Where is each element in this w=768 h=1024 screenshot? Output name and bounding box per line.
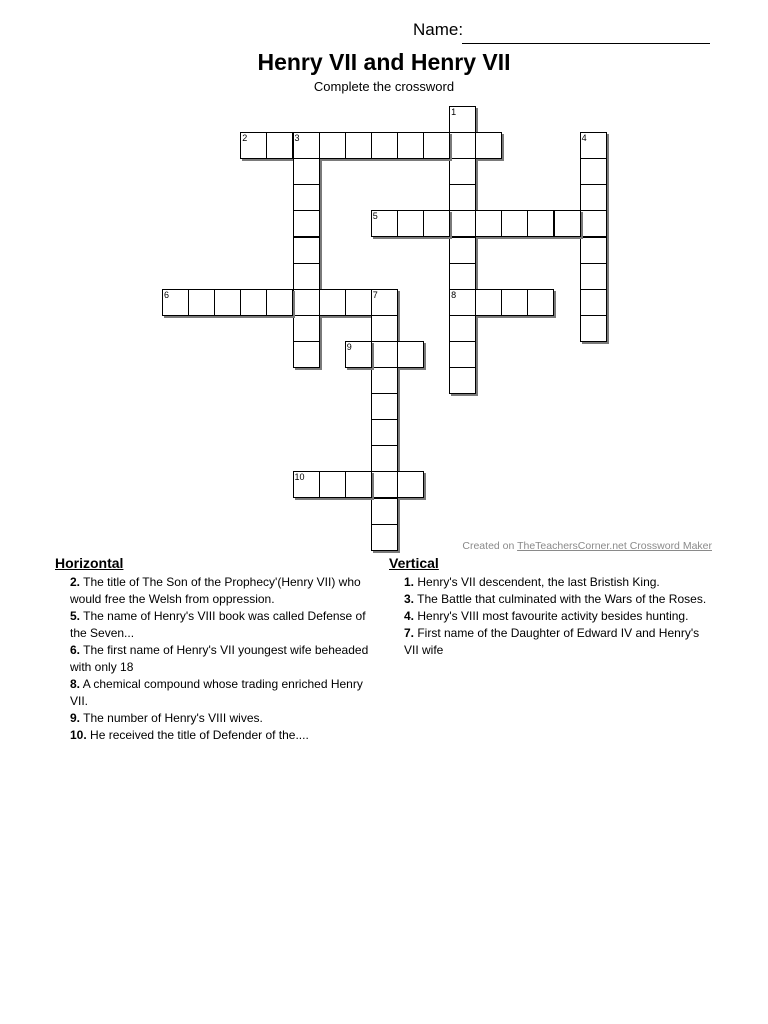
grid-cell[interactable] <box>475 210 502 237</box>
cell-number: 10 <box>294 472 305 483</box>
cell-number: 9 <box>346 341 352 352</box>
clue-number: 10. <box>70 728 87 742</box>
grid-cell[interactable] <box>319 289 346 316</box>
grid-cell[interactable] <box>580 263 607 290</box>
credit-line <box>462 540 712 552</box>
grid-cell[interactable] <box>580 210 607 237</box>
grid-cell[interactable] <box>371 315 398 342</box>
credit-prefix: Created on <box>462 540 518 552</box>
grid-cell[interactable] <box>293 237 320 264</box>
grid-cell[interactable] <box>319 132 346 159</box>
clue-text: A chemical compound whose trading enriched Henry VII. <box>70 677 363 708</box>
grid-cell[interactable] <box>475 289 502 316</box>
grid-cell[interactable] <box>449 263 476 290</box>
clue-number: 6. <box>70 643 81 657</box>
grid-cell[interactable] <box>501 289 528 316</box>
grid-cell[interactable] <box>371 445 398 472</box>
grid-cell[interactable] <box>293 341 320 368</box>
grid-cell[interactable] <box>319 471 346 498</box>
vertical-clues <box>389 555 709 659</box>
grid-cell[interactable] <box>293 471 320 498</box>
grid-cell[interactable] <box>345 341 372 368</box>
name-label: Name: <box>413 20 464 39</box>
clue-item <box>70 710 380 727</box>
grid-cell[interactable] <box>371 524 398 551</box>
grid-cell[interactable] <box>293 132 320 159</box>
grid-cell[interactable] <box>162 289 189 316</box>
grid-cell[interactable] <box>293 263 320 290</box>
grid-cell[interactable] <box>397 132 424 159</box>
grid-cell[interactable] <box>449 106 476 133</box>
cell-number: 1 <box>451 107 457 117</box>
grid-cell[interactable] <box>240 289 267 316</box>
grid-cell[interactable] <box>266 289 293 316</box>
grid-cell[interactable] <box>580 132 607 159</box>
grid-cell[interactable] <box>449 237 476 264</box>
grid-cell[interactable] <box>449 315 476 342</box>
cell-number: 5 <box>372 211 378 222</box>
grid-cell[interactable] <box>580 289 607 316</box>
horizontal-clues <box>55 555 380 744</box>
cell-number: 8 <box>451 289 457 300</box>
cell-number: 6 <box>164 289 170 300</box>
cell-number: 3 <box>294 133 300 144</box>
grid-cell[interactable] <box>293 158 320 185</box>
grid-cell[interactable] <box>371 210 398 237</box>
clue-item <box>70 574 380 608</box>
grid-cell[interactable] <box>449 367 476 394</box>
clue-item <box>404 625 709 659</box>
clue-text: First name of the Daughter of Edward IV and Henry's VII wife <box>404 626 700 657</box>
grid-cell[interactable] <box>449 184 476 211</box>
clue-number: 7. <box>404 626 415 640</box>
clue-item <box>404 591 709 608</box>
grid-cell[interactable] <box>345 289 372 316</box>
grid-cell[interactable] <box>527 210 554 237</box>
grid-cell[interactable] <box>188 289 215 316</box>
grid-cell[interactable] <box>397 210 424 237</box>
grid-cell[interactable] <box>293 210 320 237</box>
grid-cell[interactable] <box>371 367 398 394</box>
grid-cell[interactable] <box>397 341 424 368</box>
clue-number: 8. <box>70 677 81 691</box>
grid-cell[interactable] <box>527 289 554 316</box>
grid-cell[interactable] <box>580 158 607 185</box>
grid-cell[interactable] <box>554 210 581 237</box>
grid-cell[interactable] <box>423 210 450 237</box>
clue-text: He received the title of Defender of the.... <box>86 728 309 742</box>
grid-cell[interactable] <box>214 289 241 316</box>
grid-cell[interactable] <box>449 341 476 368</box>
grid-cell[interactable] <box>397 471 424 498</box>
credit-link[interactable]: TheTeachersCorner.net Crossword Maker <box>517 540 712 552</box>
grid-cell[interactable] <box>371 498 398 525</box>
clue-item <box>404 574 709 591</box>
clue-number: 9. <box>70 711 81 725</box>
clue-text: The title of The Son of the Prophecy'(Henry VII) who would free the Welsh from oppression. <box>70 575 361 606</box>
grid-cell[interactable] <box>371 419 398 446</box>
page-subtitle: Complete the crossword <box>313 79 455 94</box>
clue-number: 5. <box>70 609 81 623</box>
grid-cell[interactable] <box>449 210 476 237</box>
clue-item <box>70 642 380 676</box>
grid-cell[interactable] <box>293 289 320 316</box>
grid-cell[interactable] <box>449 132 476 159</box>
grid-cell[interactable] <box>580 315 607 342</box>
grid-cell[interactable] <box>345 471 372 498</box>
cell-number: 7 <box>372 289 378 300</box>
clue-item <box>70 676 380 710</box>
grid-cell[interactable] <box>371 289 398 316</box>
grid-cell[interactable] <box>345 132 372 159</box>
clue-text: The Battle that culminated with the Wars of the Roses. <box>414 592 707 606</box>
grid-cell[interactable] <box>266 132 293 159</box>
clue-text: The number of Henry's VIII wives. <box>80 711 263 725</box>
clue-text: The first name of Henry's VII youngest wife beheaded with only 18 <box>70 643 369 674</box>
cell-number: 4 <box>581 133 587 144</box>
page-title: Henry VII and Henry VII <box>257 49 511 75</box>
grid-cell[interactable] <box>423 132 450 159</box>
vertical-heading: Vertical <box>389 555 439 571</box>
clue-number: 3. <box>404 592 415 606</box>
grid-cell[interactable] <box>449 158 476 185</box>
grid-cell[interactable] <box>449 289 476 316</box>
grid-cell[interactable] <box>293 184 320 211</box>
clue-text: Henry's VII descendent, the last Bristish King. <box>414 575 660 589</box>
clue-text: The name of Henry's VIII book was called Defense of the Seven... <box>70 609 366 640</box>
grid-cell[interactable] <box>371 393 398 420</box>
grid-cell[interactable] <box>371 471 398 498</box>
grid-cell[interactable] <box>501 210 528 237</box>
cell-number: 2 <box>242 133 248 144</box>
grid-cell[interactable] <box>240 132 267 159</box>
grid-cell[interactable] <box>475 132 502 159</box>
grid-cell[interactable] <box>580 184 607 211</box>
grid-cell[interactable] <box>371 132 398 159</box>
clue-number: 1. <box>404 575 415 589</box>
clue-item <box>404 608 709 625</box>
clue-number: 2. <box>70 575 81 589</box>
clue-item <box>70 608 380 642</box>
horizontal-heading: Horizontal <box>55 555 124 571</box>
clue-number: 4. <box>404 609 415 623</box>
grid-cell[interactable] <box>293 315 320 342</box>
grid-cell[interactable] <box>580 237 607 264</box>
grid-cell[interactable] <box>371 341 398 368</box>
clue-text: Henry's VIII most favourite activity besides hunting. <box>414 609 689 623</box>
clue-item <box>70 727 380 744</box>
